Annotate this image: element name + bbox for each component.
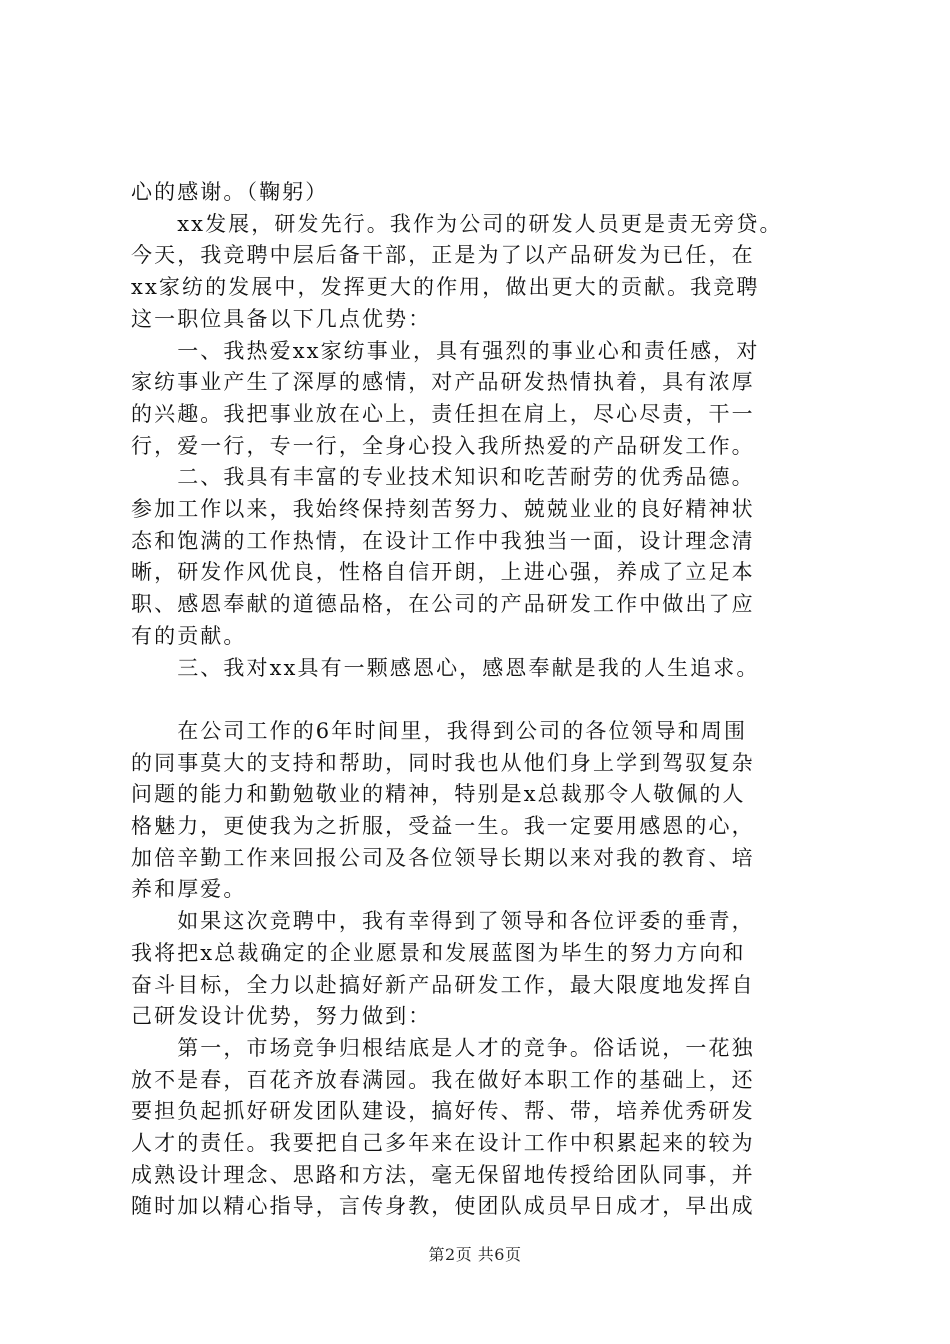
text-line: 养和厚爱。 (131, 877, 247, 902)
text-line: 加倍辛勤工作来回报公司及各位领导长期以来对我的教育、培 (131, 845, 755, 870)
text-line: 的同事莫大的支持和帮助，同时我也从他们身上学到驾驭复杂 (131, 750, 755, 775)
text-line: 成熟设计理念、思路和方法，毫无保留地传授给团队同事，并 (131, 1162, 755, 1187)
text-line: 随时加以精心指导，言传身教，使团队成员早日成才，早出成 (131, 1194, 755, 1219)
text-line: 参加工作以来，我始终保持刻苦努力、兢兢业业的良好精神状 (131, 497, 755, 521)
text-line: 晰，研发作风优良，性格自信开朗，上进心强，养成了立足本 (131, 560, 755, 585)
text-line: 放不是春，百花齐放春满园。我在做好本职工作的基础上，还 (131, 1067, 755, 1092)
text-line: 如果这次竞聘中，我有幸得到了领导和各位评委的垂青， (131, 909, 755, 934)
text-line: 奋斗目标，全力以赴搞好新产品研发工作，最大限度地发挥自 (131, 972, 755, 997)
text-line: 要担负起抓好研发团队建设，搞好传、帮、带，培养优秀研发 (131, 1099, 755, 1124)
text-line: xx家纺的发展中，发挥更大的作用，做出更大的贡献。我竞聘 (131, 275, 760, 300)
text-line: 格魅力，更使我为之折服，受益一生。我一定要用感恩的心， (131, 814, 755, 838)
text-line: xx发展，研发先行。我作为公司的研发人员更是责无旁贷。 (131, 211, 783, 236)
text-line: 行，爱一行，专一行，全身心投入我所热爱的产品研发工作。 (131, 433, 755, 458)
text-line: 的兴趣。我把事业放在心上，责任担在肩上，尽心尽责，干一 (131, 401, 755, 426)
text-line: 人才的责任。我要把自己多年来在设计工作中积累起来的较为 (131, 1131, 755, 1155)
text-line: 三、我对xx具有一颗感恩心，感恩奉献是我的人生追求。 (131, 655, 760, 680)
text-line: 态和饱满的工作热情，在设计工作中我独当一面，设计理念清 (131, 528, 755, 553)
text-line: 心的感谢。（鞠躬） (131, 180, 329, 204)
text-line: 问题的能力和勤勉敬业的精神，特别是x总裁那令人敬佩的人 (131, 782, 746, 807)
text-line: 己研发设计优势，努力做到： (131, 1004, 432, 1029)
text-line: 职、感恩奉献的道德品格，在公司的产品研发工作中做出了应 (131, 592, 755, 617)
text-line: 这一职位具备以下几点优势： (131, 306, 432, 331)
text-line: 有的贡献。 (131, 623, 247, 648)
text-line: 第一，市场竞争归根结底是人才的竞争。俗话说，一花独 (131, 1035, 755, 1060)
text-line: 我将把x总裁确定的企业愿景和发展蓝图为毕生的努力方向和 (131, 940, 746, 965)
text-line: 在公司工作的6年时间里，我得到公司的各位领导和周围 (131, 718, 748, 743)
text-line: 家纺事业产生了深厚的感情，对产品研发热情执着，具有浓厚 (131, 370, 755, 395)
text-line: 二、我具有丰富的专业技术知识和吃苦耐劳的优秀品德。 (131, 465, 755, 490)
text-line: 一、我热爱xx家纺事业，具有强烈的事业心和责任感，对 (131, 338, 760, 363)
page-number-footer: 第2页 共6页 (428, 1245, 522, 1264)
text-line: 今天，我竞聘中层后备干部，正是为了以产品研发为已任，在 (131, 243, 755, 268)
